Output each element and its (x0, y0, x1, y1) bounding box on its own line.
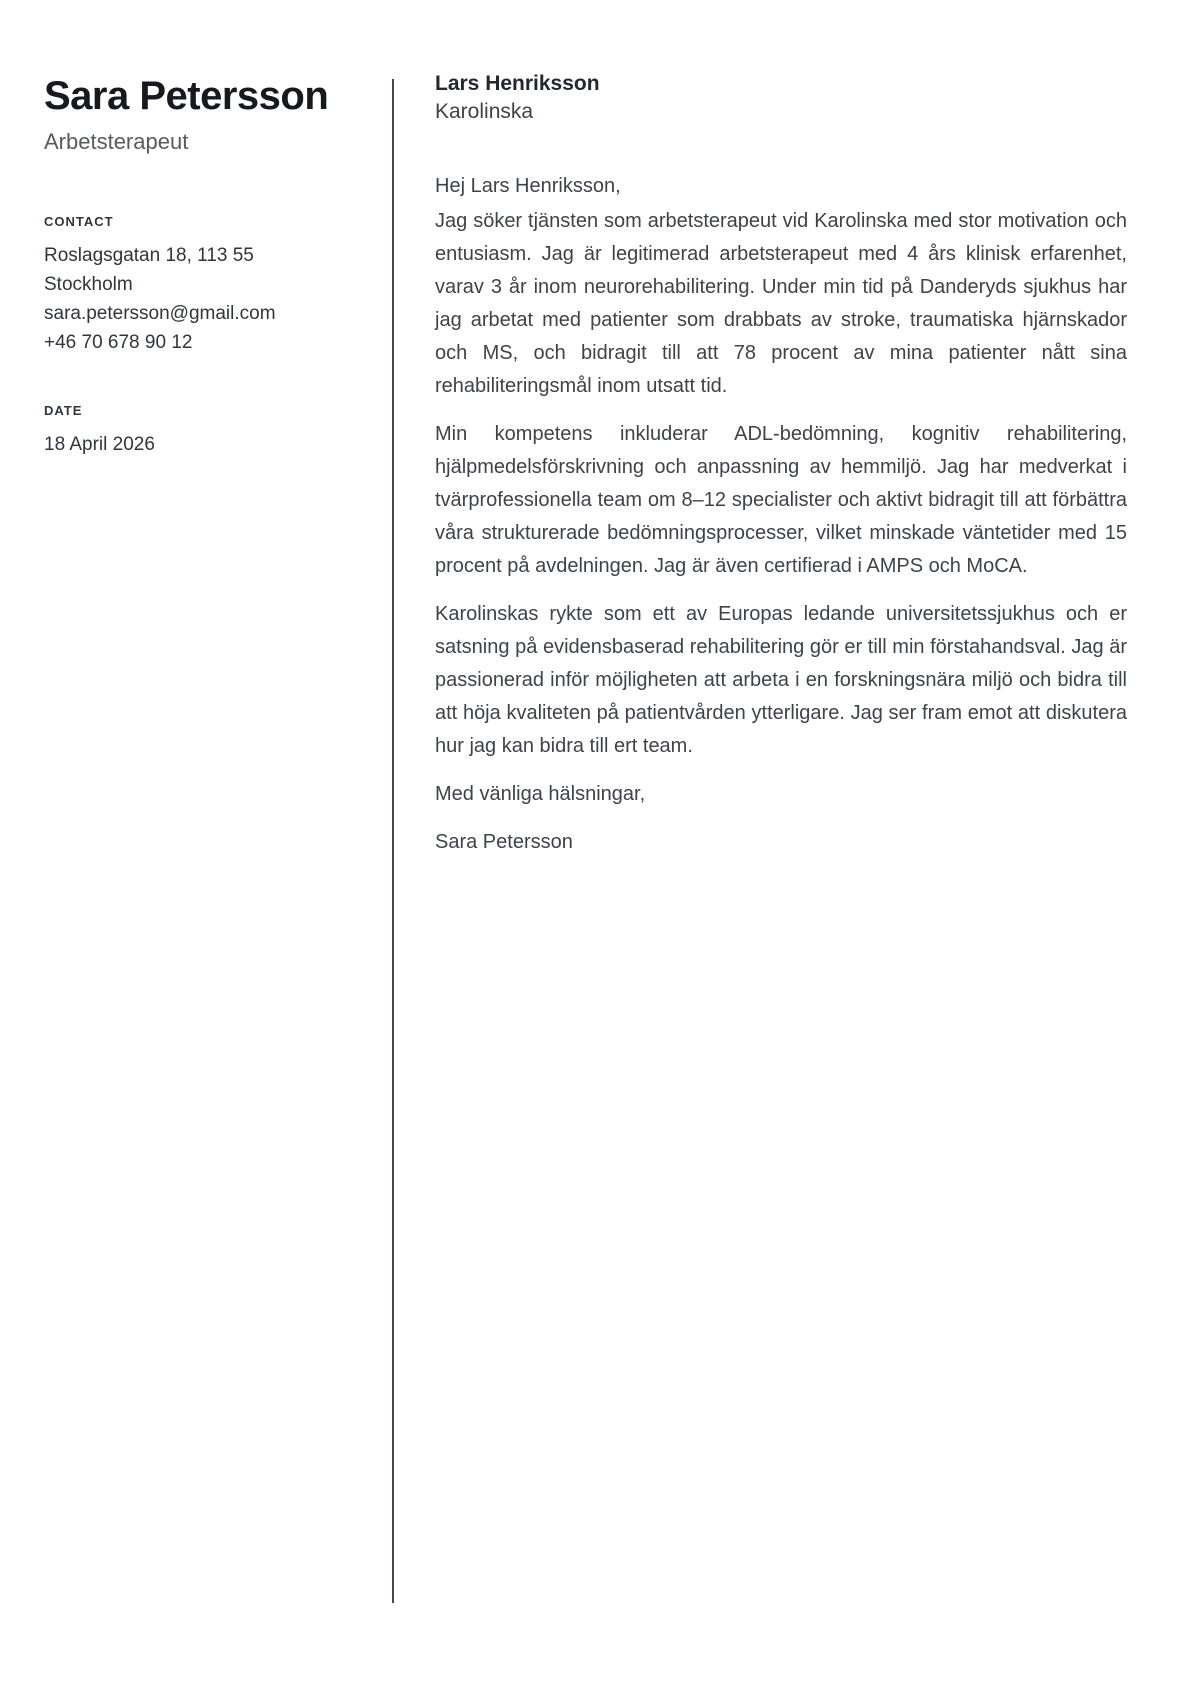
sender-job-title: Arbetsterapeut (44, 129, 189, 154)
contact-address: Roslagsgatan 18, 113 55 Stockholm (44, 245, 254, 295)
recipient-block (435, 70, 1127, 126)
contact-phone: +46 70 678 90 12 (44, 332, 193, 353)
letter-paragraph: Karolinskas rykte som ett av Europas ledande universitetssjukhus och er satsning på evidensbaserad rehabilitering gör er till min förstahandsval. Jag är passionerad inför möjligheten att arbeta i en forskningsnära miljö och bidra till att höja kvaliteten på patientvården ytterligare. Jag ser fram emot att diskutera hur jag kan bidra till ert team. (435, 603, 1127, 757)
letter-closing: Med vänliga hälsningar, (435, 783, 646, 805)
letter-greeting: Hej Lars Henriksson, (435, 175, 621, 197)
sidebar (44, 72, 344, 459)
letter-paragraph: Jag söker tjänsten som arbetsterapeut vid Karolinska med stor motivation och entusiasm. Jag är legitimerad arbetsterapeut med 4 års klinisk erfarenhet, varav 3 år inom neurorehabilitering. Under min tid på Danderyds sjukhus har jag arbetat med patienter som drabbats av stroke, traumatiska hjärnskador och MS, och bidragit till att 78 procent av mina patienter nått sina rehabiliteringsmål inom utsatt tid. (435, 210, 1127, 397)
sender-name: Sara Petersson (44, 74, 329, 118)
letter-paragraph: Min kompetens inkluderar ADL-bedömning, kognitiv rehabilitering, hjälpmedelsförskrivning och anpassning av hemmiljö. Jag har medverkat i tvärprofessionella team om 8–12 specialister och aktivt bidragit till att förbättra våra strukturerade bedömningsprocesser, vilket minskade väntetider med 15 procent på avdelningen. Jag är även certifierad i AMPS och MoCA. (435, 423, 1127, 577)
letter-paragraphs (435, 205, 1127, 763)
recipient-name: Lars Henriksson (435, 72, 600, 95)
date-value: 18 April 2026 (44, 434, 155, 455)
contact-email: sara.petersson@gmail.com (44, 303, 276, 324)
contact-label: CONTACT (44, 214, 114, 229)
date-section (44, 403, 344, 459)
letter-signature: Sara Petersson (435, 831, 573, 853)
contact-section (44, 214, 344, 357)
vertical-divider (392, 79, 394, 1603)
recipient-company: Karolinska (435, 100, 534, 123)
letter-body (435, 70, 1127, 859)
date-label: DATE (44, 403, 83, 418)
